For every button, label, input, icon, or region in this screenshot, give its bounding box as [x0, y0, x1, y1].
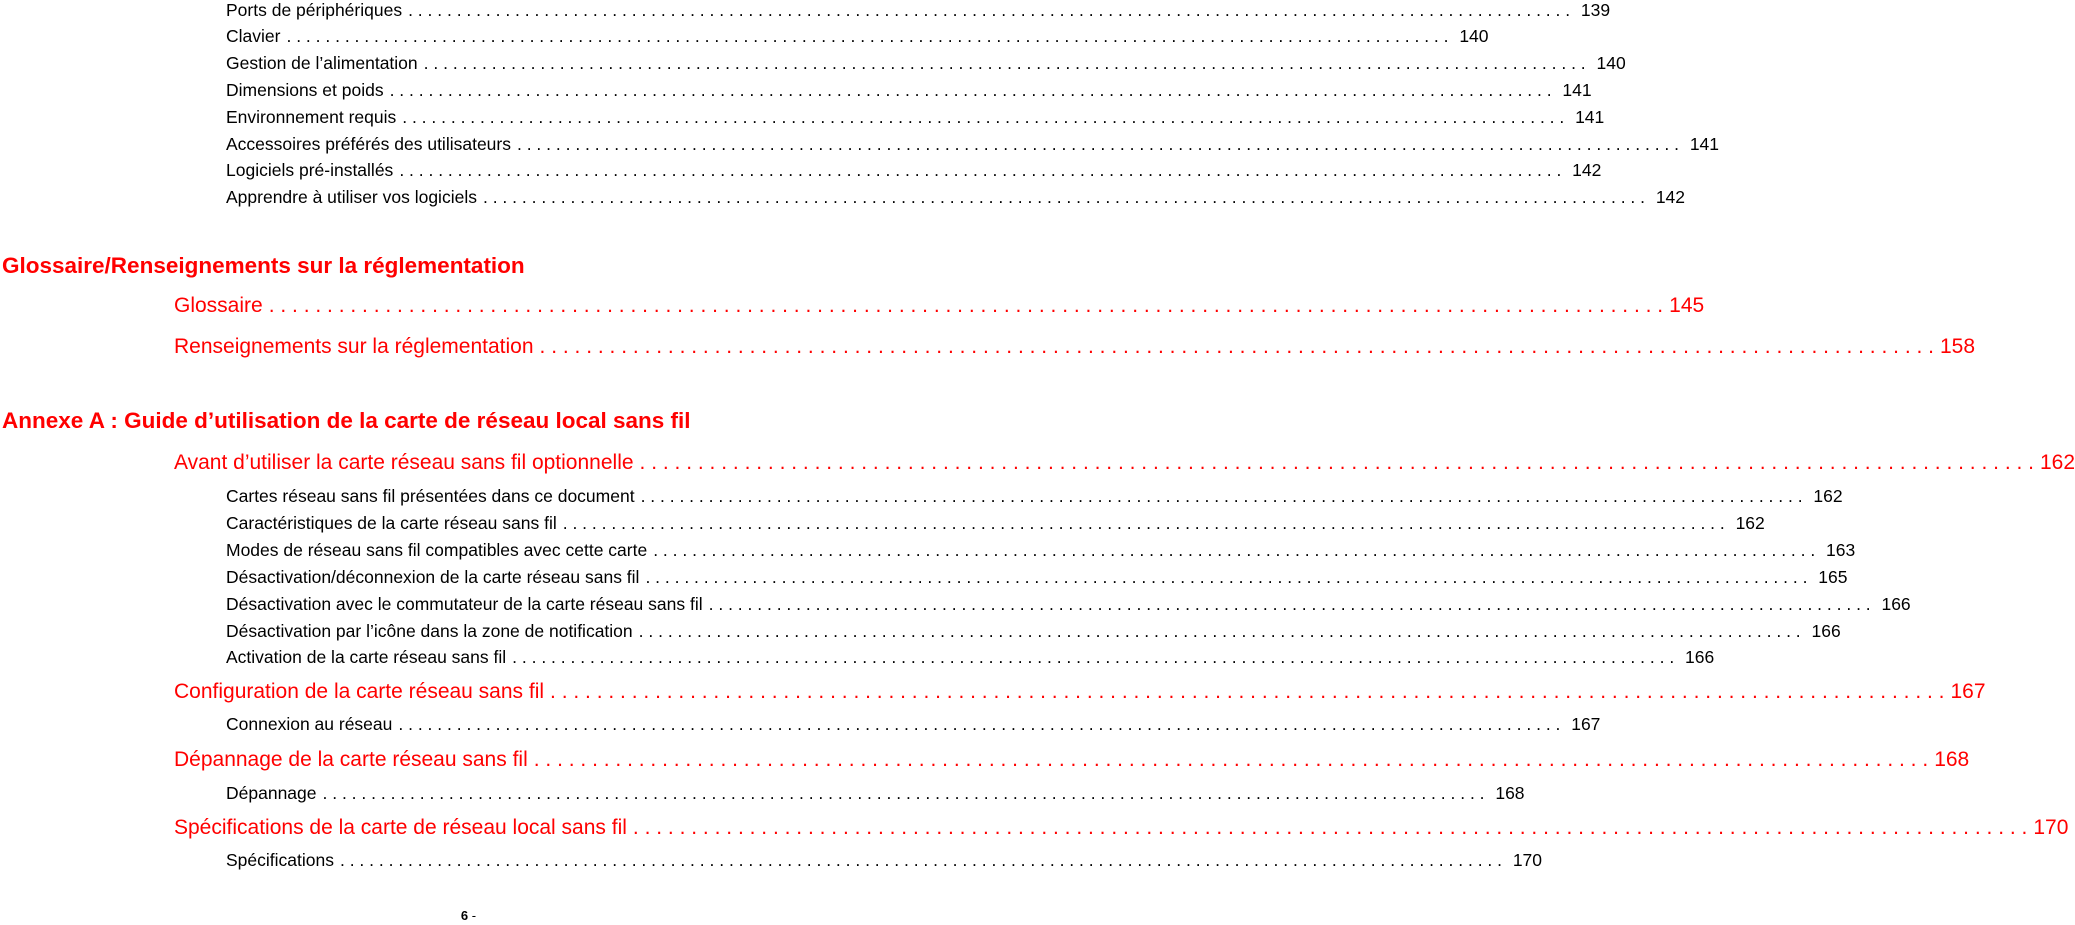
page-number-suffix: -	[471, 908, 477, 923]
toc-entry[interactable]: Spécifications de la carte de réseau local sans fil . . . . . . . . . . . . . . . . . . . . . . . . . . . . . . . . . . . . . . . . . . . . . . . . . . . . . . . . . . . . . . . . . . . . . . . . . . . . . . . . . . . . . . . . . . . . . . . . . . . . . . . . . . . . . . . . . . . . . . . . 170	[174, 816, 2069, 839]
toc-subitem[interactable]: Spécifications . . . . . . . . . . . . . . . . . . . . . . . . . . . . . . . . . . . . . . . . . . . . . . . . . . . . . . . . . . . . . . . . . . . . . . . . . . . . . . . . . . . . . . . . . . . . . . . . . . . . . . . . . . . . . . . . . . . . . . . . 170	[226, 850, 1543, 870]
page-footer	[0, 908, 937, 923]
toc-subitem[interactable]: Désactivation avec le commutateur de la carte réseau sans fil . . . . . . . . . . . . . . . . . . . . . . . . . . . . . . . . . . . . . . . . . . . . . . . . . . . . . . . . . . . . . . . . . . . . . . . . . . . . . . . . . . . . . . . . . . . . . . . . . . . . . . . . . . . . . . . . . . . . . . . . 166	[226, 594, 1911, 614]
leader-dots: . . . . . . . . . . . . . . . . . . . . . . . . . . . . . . . . . . . . . . . . . . . . . . . . . . . . . . . . . . . . . . . . . . . . . . . . . . . . . . . . . . . . . . . . . . . . . . . . . . . . . . . . . . . . . . . . . . . . . . . .	[322, 783, 1485, 803]
leader-dots: . . . . . . . . . . . . . . . . . . . . . . . . . . . . . . . . . . . . . . . . . . . . . . . . . . . . . . . . . . . . . . . . . . . . . . . . . . . . . . . . . . . . . . . . . . . . . . . . . . . . . . . . . . . . . . . . . . . . . . . .	[402, 107, 1565, 127]
toc-subitem[interactable]: Accessoires préférés des utilisateurs . . . . . . . . . . . . . . . . . . . . . . . . . . . . . . . . . . . . . . . . . . . . . . . . . . . . . . . . . . . . . . . . . . . . . . . . . . . . . . . . . . . . . . . . . . . . . . . . . . . . . . . . . . . . . . . . . . . . . . . . 141	[226, 134, 1720, 154]
toc-subitem[interactable]: Apprendre à utiliser vos logiciels . . . . . . . . . . . . . . . . . . . . . . . . . . . . . . . . . . . . . . . . . . . . . . . . . . . . . . . . . . . . . . . . . . . . . . . . . . . . . . . . . . . . . . . . . . . . . . . . . . . . . . . . . . . . . . . . . . . . . . . . 142	[226, 187, 1686, 207]
toc-subitem[interactable]: Désactivation par l’icône dans la zone de notification . . . . . . . . . . . . . . . . . . . . . . . . . . . . . . . . . . . . . . . . . . . . . . . . . . . . . . . . . . . . . . . . . . . . . . . . . . . . . . . . . . . . . . . . . . . . . . . . . . . . . . . . . . . . . . . . . . . . . . . . 166	[226, 621, 1841, 641]
toc-entry[interactable]: Renseignements sur la réglementation . . . . . . . . . . . . . . . . . . . . . . . . . . . . . . . . . . . . . . . . . . . . . . . . . . . . . . . . . . . . . . . . . . . . . . . . . . . . . . . . . . . . . . . . . . . . . . . . . . . . . . . . . . . . . . . . . . . . . . . . 158	[174, 335, 1976, 358]
toc-subitem[interactable]: Gestion de l’alimentation . . . . . . . . . . . . . . . . . . . . . . . . . . . . . . . . . . . . . . . . . . . . . . . . . . . . . . . . . . . . . . . . . . . . . . . . . . . . . . . . . . . . . . . . . . . . . . . . . . . . . . . . . . . . . . . . . . . . . . . . 140	[226, 53, 1626, 73]
leader-dots: . . . . . . . . . . . . . . . . . . . . . . . . . . . . . . . . . . . . . . . . . . . . . . . . . . . . . . . . . . . . . . . . . . . . . . . . . . . . . . . . . . . . . . . . . . . . . . . . . . . . . . . . . . . . . . . . . . . . . . . .	[562, 513, 1725, 533]
leader-dots: . . . . . . . . . . . . . . . . . . . . . . . . . . . . . . . . . . . . . . . . . . . . . . . . . . . . . . . . . . . . . . . . . . . . . . . . . . . . . . . . . . . . . . . . . . . . . . . . . . . . . . . . . . . . . . . . . . . . . . . .	[645, 567, 1808, 587]
leader-dots: . . . . . . . . . . . . . . . . . . . . . . . . . . . . . . . . . . . . . . . . . . . . . . . . . . . . . . . . . . . . . . . . . . . . . . . . . . . . . . . . . . . . . . . . . . . . . . . . . . . . . . . . . . . . . . . . . . . . . . . .	[482, 187, 1646, 207]
toc-subitem[interactable]: Modes de réseau sans fil compatibles avec cette carte . . . . . . . . . . . . . . . . . . . . . . . . . . . . . . . . . . . . . . . . . . . . . . . . . . . . . . . . . . . . . . . . . . . . . . . . . . . . . . . . . . . . . . . . . . . . . . . . . . . . . . . . . . . . . . . . . . . . . . . . 163	[226, 540, 1856, 560]
leader-dots: . . . . . . . . . . . . . . . . . . . . . . . . . . . . . . . . . . . . . . . . . . . . . . . . . . . . . . . . . . . . . . . . . . . . . . . . . . . . . . . . . . . . . . . . . . . . . . . . . . . . . . . . . . . . . . . . . . . . . . . .	[512, 647, 1675, 667]
section-heading: Annexe A : Guide d’utilisation de la carte de réseau local sans fil	[2, 408, 691, 433]
toc-subitem[interactable]: Dimensions et poids . . . . . . . . . . . . . . . . . . . . . . . . . . . . . . . . . . . . . . . . . . . . . . . . . . . . . . . . . . . . . . . . . . . . . . . . . . . . . . . . . . . . . . . . . . . . . . . . . . . . . . . . . . . . . . . . . . . . . . . . 141	[226, 80, 1592, 100]
leader-dots: . . . . . . . . . . . . . . . . . . . . . . . . . . . . . . . . . . . . . . . . . . . . . . . . . . . . . . . . . . . . . . . . . . . . . . . . . . . . . . . . . . . . . . . . . . . . . . . . . . . . . . . . . . . . . . . . . . . . . . . .	[632, 816, 2028, 839]
toc-subitem[interactable]: Connexion au réseau . . . . . . . . . . . . . . . . . . . . . . . . . . . . . . . . . . . . . . . . . . . . . . . . . . . . . . . . . . . . . . . . . . . . . . . . . . . . . . . . . . . . . . . . . . . . . . . . . . . . . . . . . . . . . . . . . . . . . . . . 167	[226, 714, 1601, 734]
leader-dots: . . . . . . . . . . . . . . . . . . . . . . . . . . . . . . . . . . . . . . . . . . . . . . . . . . . . . . . . . . . . . . . . . . . . . . . . . . . . . . . . . . . . . . . . . . . . . . . . . . . . . . . . . . . . . . . . . . . . . . . .	[550, 680, 1945, 703]
toc-subitem[interactable]: Logiciels pré-installés . . . . . . . . . . . . . . . . . . . . . . . . . . . . . . . . . . . . . . . . . . . . . . . . . . . . . . . . . . . . . . . . . . . . . . . . . . . . . . . . . . . . . . . . . . . . . . . . . . . . . . . . . . . . . . . . . . . . . . . . 142	[226, 160, 1602, 180]
leader-dots: . . . . . . . . . . . . . . . . . . . . . . . . . . . . . . . . . . . . . . . . . . . . . . . . . . . . . . . . . . . . . . . . . . . . . . . . . . . . . . . . . . . . . . . . . . . . . . . . . . . . . . . . . . . . . . . . . . . . . . . .	[286, 26, 1449, 46]
toc-subitem[interactable]: Caractéristiques de la carte réseau sans fil . . . . . . . . . . . . . . . . . . . . . . . . . . . . . . . . . . . . . . . . . . . . . . . . . . . . . . . . . . . . . . . . . . . . . . . . . . . . . . . . . . . . . . . . . . . . . . . . . . . . . . . . . . . . . . . . . . . . . . . . 162	[226, 513, 1765, 533]
toc-entry[interactable]: Glossaire . . . . . . . . . . . . . . . . . . . . . . . . . . . . . . . . . . . . . . . . . . . . . . . . . . . . . . . . . . . . . . . . . . . . . . . . . . . . . . . . . . . . . . . . . . . . . . . . . . . . . . . . . . . . . . . . . . . . . . . . 145	[174, 294, 1705, 317]
leader-dots: . . . . . . . . . . . . . . . . . . . . . . . . . . . . . . . . . . . . . . . . . . . . . . . . . . . . . . . . . . . . . . . . . . . . . . . . . . . . . . . . . . . . . . . . . . . . . . . . . . . . . . . . . . . . . . . . . . . . . . . .	[516, 134, 1680, 154]
page-number: 6	[460, 908, 469, 923]
leader-dots: . . . . . . . . . . . . . . . . . . . . . . . . . . . . . . . . . . . . . . . . . . . . . . . . . . . . . . . . . . . . . . . . . . . . . . . . . . . . . . . . . . . . . . . . . . . . . . . . . . . . . . . . . . . . . . . . . . . . . . . .	[423, 53, 1586, 73]
toc-entry[interactable]: Configuration de la carte réseau sans fil . . . . . . . . . . . . . . . . . . . . . . . . . . . . . . . . . . . . . . . . . . . . . . . . . . . . . . . . . . . . . . . . . . . . . . . . . . . . . . . . . . . . . . . . . . . . . . . . . . . . . . . . . . . . . . . . . . . . . . . . 167	[174, 680, 1986, 703]
toc-subitem[interactable]: Cartes réseau sans fil présentées dans ce document . . . . . . . . . . . . . . . . . . . . . . . . . . . . . . . . . . . . . . . . . . . . . . . . . . . . . . . . . . . . . . . . . . . . . . . . . . . . . . . . . . . . . . . . . . . . . . . . . . . . . . . . . . . . . . . . . . . . . . . . 162	[226, 486, 1843, 506]
toc-subitem[interactable]: Clavier . . . . . . . . . . . . . . . . . . . . . . . . . . . . . . . . . . . . . . . . . . . . . . . . . . . . . . . . . . . . . . . . . . . . . . . . . . . . . . . . . . . . . . . . . . . . . . . . . . . . . . . . . . . . . . . . . . . . . . . . 140	[226, 26, 1489, 46]
leader-dots: . . . . . . . . . . . . . . . . . . . . . . . . . . . . . . . . . . . . . . . . . . . . . . . . . . . . . . . . . . . . . . . . . . . . . . . . . . . . . . . . . . . . . . . . . . . . . . . . . . . . . . . . . . . . . . . . . . . . . . . .	[708, 594, 1871, 614]
leader-dots: . . . . . . . . . . . . . . . . . . . . . . . . . . . . . . . . . . . . . . . . . . . . . . . . . . . . . . . . . . . . . . . . . . . . . . . . . . . . . . . . . . . . . . . . . . . . . . . . . . . . . . . . . . . . . . . . . . . . . . . .	[339, 850, 1503, 870]
leader-dots: . . . . . . . . . . . . . . . . . . . . . . . . . . . . . . . . . . . . . . . . . . . . . . . . . . . . . . . . . . . . . . . . . . . . . . . . . . . . . . . . . . . . . . . . . . . . . . . . . . . . . . . . . . . . . . . . . . . . . . . .	[653, 540, 1816, 560]
toc-subitem[interactable]: Dépannage . . . . . . . . . . . . . . . . . . . . . . . . . . . . . . . . . . . . . . . . . . . . . . . . . . . . . . . . . . . . . . . . . . . . . . . . . . . . . . . . . . . . . . . . . . . . . . . . . . . . . . . . . . . . . . . . . . . . . . . . 168	[226, 783, 1525, 803]
leader-dots: . . . . . . . . . . . . . . . . . . . . . . . . . . . . . . . . . . . . . . . . . . . . . . . . . . . . . . . . . . . . . . . . . . . . . . . . . . . . . . . . . . . . . . . . . . . . . . . . . . . . . . . . . . . . . . . . . . . . . . . .	[533, 748, 1929, 771]
section-heading: Glossaire/Renseignements sur la réglementation	[2, 253, 525, 278]
leader-dots: . . . . . . . . . . . . . . . . . . . . . . . . . . . . . . . . . . . . . . . . . . . . . . . . . . . . . . . . . . . . . . . . . . . . . . . . . . . . . . . . . . . . . . . . . . . . . . . . . . . . . . . . . . . . . . . . . . . . . . . .	[640, 486, 1803, 506]
leader-dots: . . . . . . . . . . . . . . . . . . . . . . . . . . . . . . . . . . . . . . . . . . . . . . . . . . . . . . . . . . . . . . . . . . . . . . . . . . . . . . . . . . . . . . . . . . . . . . . . . . . . . . . . . . . . . . . . . . . . . . . .	[638, 621, 1801, 641]
toc-entry[interactable]: Avant d’utiliser la carte réseau sans fil optionnelle . . . . . . . . . . . . . . . . . . . . . . . . . . . . . . . . . . . . . . . . . . . . . . . . . . . . . . . . . . . . . . . . . . . . . . . . . . . . . . . . . . . . . . . . . . . . . . . . . . . . . . . . . . . . . . . . . . . . . . . . 162	[174, 451, 2075, 474]
leader-dots: . . . . . . . . . . . . . . . . . . . . . . . . . . . . . . . . . . . . . . . . . . . . . . . . . . . . . . . . . . . . . . . . . . . . . . . . . . . . . . . . . . . . . . . . . . . . . . . . . . . . . . . . . . . . . . . . . . . . . . . .	[408, 0, 1571, 20]
leader-dots: . . . . . . . . . . . . . . . . . . . . . . . . . . . . . . . . . . . . . . . . . . . . . . . . . . . . . . . . . . . . . . . . . . . . . . . . . . . . . . . . . . . . . . . . . . . . . . . . . . . . . . . . . . . . . . . . . . . . . . . .	[398, 714, 1561, 734]
leader-dots: . . . . . . . . . . . . . . . . . . . . . . . . . . . . . . . . . . . . . . . . . . . . . . . . . . . . . . . . . . . . . . . . . . . . . . . . . . . . . . . . . . . . . . . . . . . . . . . . . . . . . . . . . . . . . . . . . . . . . . . .	[399, 160, 1562, 180]
leader-dots: . . . . . . . . . . . . . . . . . . . . . . . . . . . . . . . . . . . . . . . . . . . . . . . . . . . . . . . . . . . . . . . . . . . . . . . . . . . . . . . . . . . . . . . . . . . . . . . . . . . . . . . . . . . . . . . . . . . . . . . .	[268, 294, 1664, 317]
toc-subitem[interactable]: Ports de périphériques . . . . . . . . . . . . . . . . . . . . . . . . . . . . . . . . . . . . . . . . . . . . . . . . . . . . . . . . . . . . . . . . . . . . . . . . . . . . . . . . . . . . . . . . . . . . . . . . . . . . . . . . . . . . . . . . . . . . . . . . 139	[226, 0, 1611, 20]
leader-dots: . . . . . . . . . . . . . . . . . . . . . . . . . . . . . . . . . . . . . . . . . . . . . . . . . . . . . . . . . . . . . . . . . . . . . . . . . . . . . . . . . . . . . . . . . . . . . . . . . . . . . . . . . . . . . . . . . . . . . . . .	[639, 451, 2034, 474]
toc-subitem[interactable]: Environnement requis . . . . . . . . . . . . . . . . . . . . . . . . . . . . . . . . . . . . . . . . . . . . . . . . . . . . . . . . . . . . . . . . . . . . . . . . . . . . . . . . . . . . . . . . . . . . . . . . . . . . . . . . . . . . . . . . . . . . . . . . 141	[226, 107, 1605, 127]
leader-dots: . . . . . . . . . . . . . . . . . . . . . . . . . . . . . . . . . . . . . . . . . . . . . . . . . . . . . . . . . . . . . . . . . . . . . . . . . . . . . . . . . . . . . . . . . . . . . . . . . . . . . . . . . . . . . . . . . . . . . . . .	[539, 335, 1934, 358]
toc-subitem[interactable]: Activation de la carte réseau sans fil . . . . . . . . . . . . . . . . . . . . . . . . . . . . . . . . . . . . . . . . . . . . . . . . . . . . . . . . . . . . . . . . . . . . . . . . . . . . . . . . . . . . . . . . . . . . . . . . . . . . . . . . . . . . . . . . . . . . . . . . 166	[226, 647, 1715, 667]
toc-entry[interactable]: Dépannage de la carte réseau sans fil . . . . . . . . . . . . . . . . . . . . . . . . . . . . . . . . . . . . . . . . . . . . . . . . . . . . . . . . . . . . . . . . . . . . . . . . . . . . . . . . . . . . . . . . . . . . . . . . . . . . . . . . . . . . . . . . . . . . . . . . 168	[174, 748, 1970, 771]
leader-dots: . . . . . . . . . . . . . . . . . . . . . . . . . . . . . . . . . . . . . . . . . . . . . . . . . . . . . . . . . . . . . . . . . . . . . . . . . . . . . . . . . . . . . . . . . . . . . . . . . . . . . . . . . . . . . . . . . . . . . . . .	[389, 80, 1552, 100]
toc-subitem[interactable]: Désactivation/déconnexion de la carte réseau sans fil . . . . . . . . . . . . . . . . . . . . . . . . . . . . . . . . . . . . . . . . . . . . . . . . . . . . . . . . . . . . . . . . . . . . . . . . . . . . . . . . . . . . . . . . . . . . . . . . . . . . . . . . . . . . . . . . . . . . . . . . 165	[226, 567, 1848, 587]
